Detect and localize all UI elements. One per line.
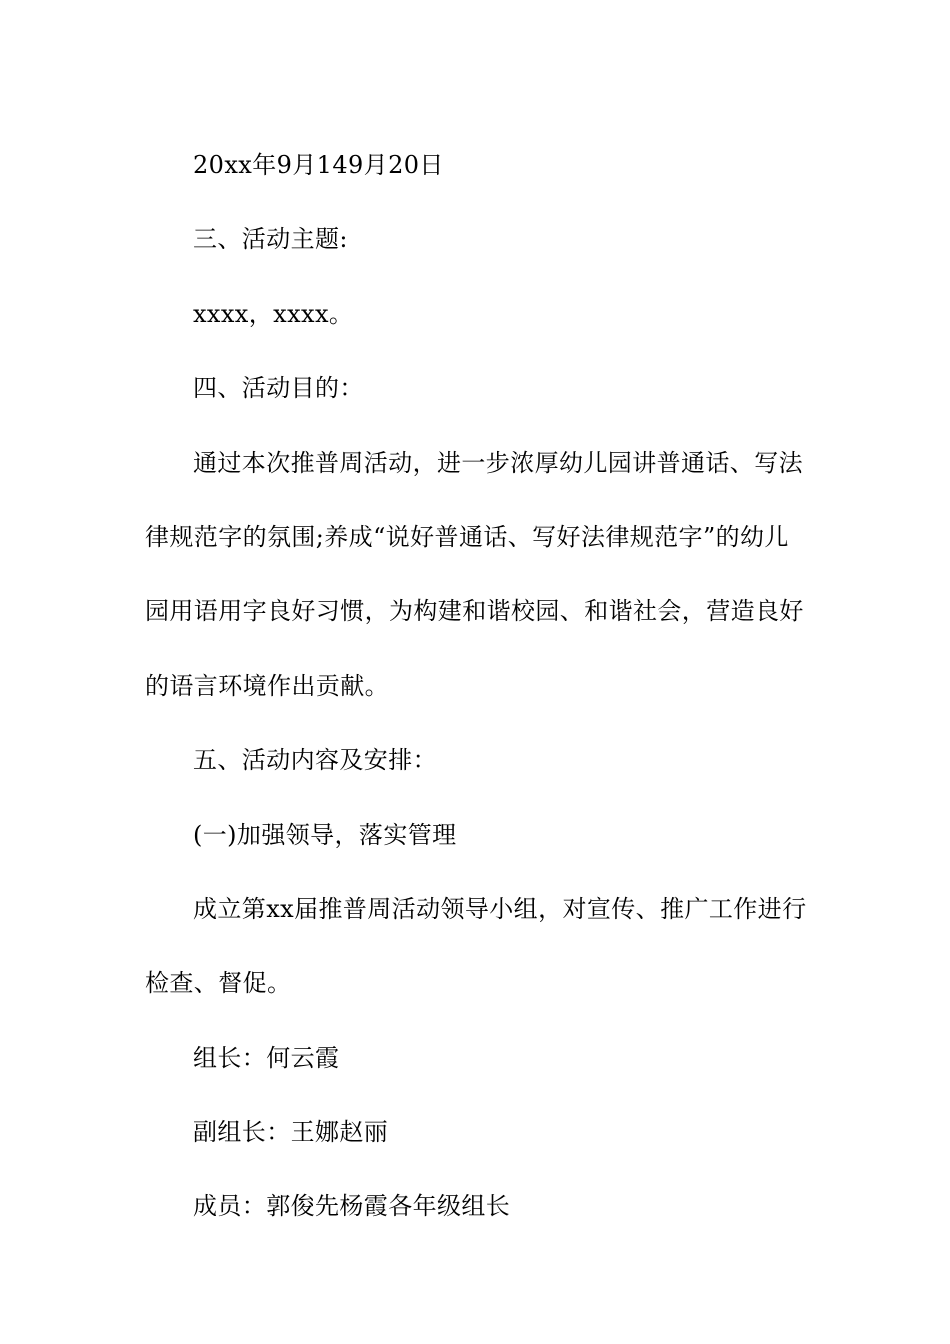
section-5-heading: 五、活动内容及安排： bbox=[193, 746, 437, 775]
section-4-heading: 四、活动目的： bbox=[193, 374, 364, 403]
section-4-para-line-1: 通过本次推普周活动，进一步浓厚幼儿园讲普通话、写法 bbox=[193, 448, 803, 477]
section-3-body: xxxx，xxxx。 bbox=[193, 299, 354, 328]
section-3-heading: 三、活动主题: bbox=[193, 225, 348, 254]
leader-line: 组长：何云霞 bbox=[193, 1043, 340, 1072]
section-4-para-line-3: 园用语用字良好习惯，为构建和谐校园、和谐社会，营造良好 bbox=[145, 597, 804, 626]
subsection-1-para-line-2: 检查、督促。 bbox=[145, 969, 292, 998]
members-line: 成员：郭俊先杨霞各年级组长 bbox=[193, 1192, 511, 1221]
subsection-1-para-line-1: 成立第xx届推普周活动领导小组，对宣传、推广工作进行 bbox=[193, 894, 807, 923]
section-4-para-line-2: 律规范字的氛围;养成“说好普通话、写好法律规范字”的幼儿 bbox=[145, 522, 789, 551]
deputy-leader-line: 副组长：王娜赵丽 bbox=[193, 1118, 389, 1147]
date-line: 20xx年9月149月20日 bbox=[193, 151, 444, 179]
document-body bbox=[145, 128, 807, 1244]
subsection-1-heading: (一)加强领导，落实管理 bbox=[193, 820, 457, 849]
section-4-para-line-4: 的语言环境作出贡献。 bbox=[145, 671, 389, 700]
